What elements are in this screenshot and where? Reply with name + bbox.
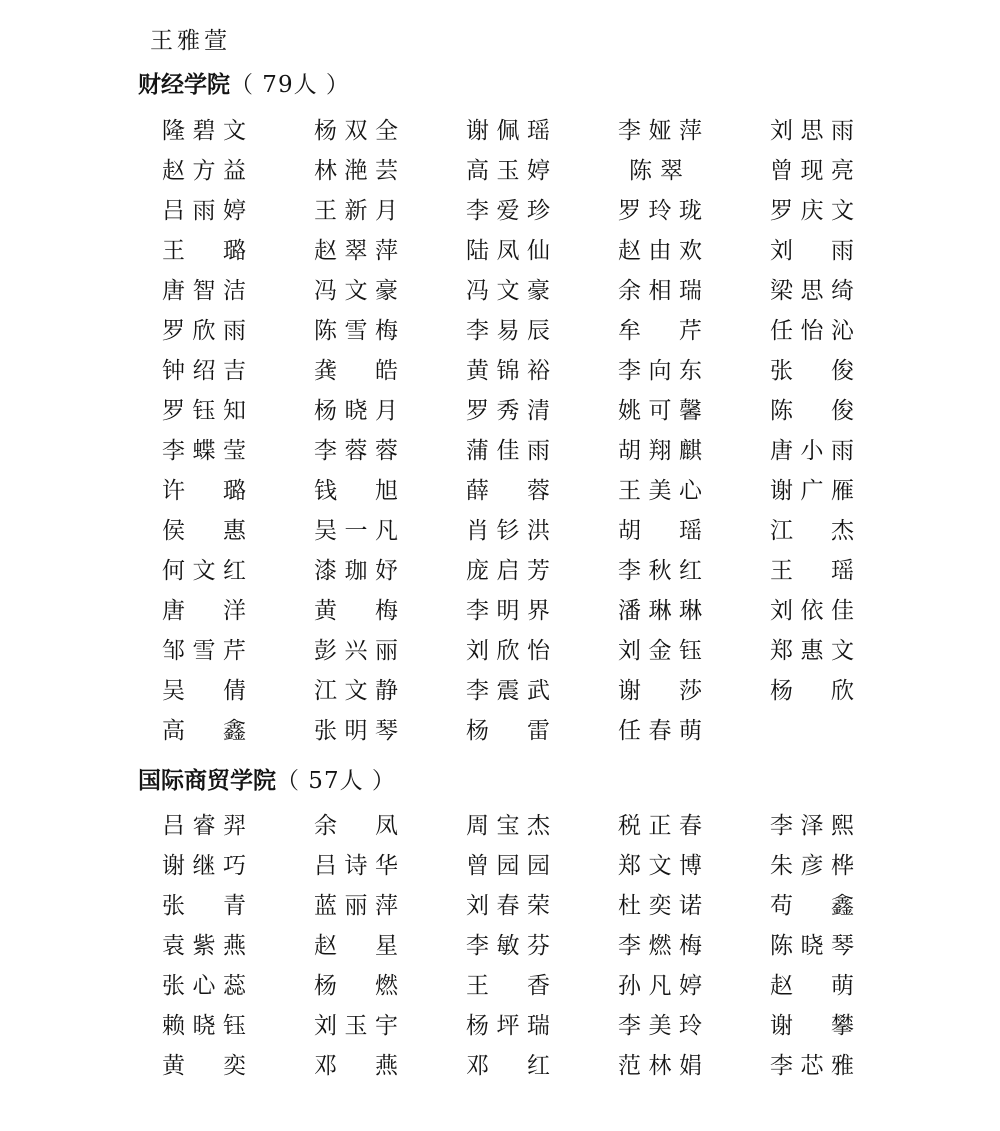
person-name: 余 相 瑞 [618, 278, 702, 304]
name-cell [162, 351, 314, 391]
person-name: 庞 启 芳 [466, 558, 550, 584]
name-cell [770, 431, 922, 471]
name-cell [162, 311, 314, 351]
name-cell [162, 191, 314, 231]
name-cell [770, 926, 922, 966]
name-cell [162, 1046, 314, 1086]
person-name: 高 玉 婷 [466, 158, 550, 184]
person-name: 李 泽 熙 [770, 813, 854, 839]
person-name: 罗 庆 文 [770, 198, 854, 224]
name-cell [314, 471, 466, 511]
name-cell [162, 271, 314, 311]
name-cell [162, 231, 314, 271]
section-title-trade [138, 762, 396, 795]
person-name: 郑 文 博 [618, 853, 702, 879]
name-cell [618, 711, 770, 751]
person-name: 谢 佩 瑶 [466, 118, 550, 144]
name-cell [466, 671, 618, 711]
name-cell [770, 191, 922, 231]
name-cell [314, 311, 466, 351]
name-cell [770, 846, 922, 886]
name-cell [466, 846, 618, 886]
person-name: 唐 智 洁 [162, 278, 246, 304]
name-cell [770, 671, 922, 711]
person-name: 刘 依 佳 [770, 598, 854, 624]
person-name: 黄 锦 裕 [466, 358, 550, 384]
name-cell [466, 551, 618, 591]
person-name: 李 易 辰 [466, 318, 550, 344]
person-name: 罗 欣 雨 [162, 318, 246, 344]
person-name: 江 杰 [770, 518, 854, 544]
name-cell [770, 631, 922, 671]
person-name: 龚 皓 [314, 358, 398, 384]
name-cell [162, 551, 314, 591]
name-cell [770, 806, 922, 846]
person-name: 李 蓉 蓉 [314, 438, 398, 464]
person-name: 潘 琳 琳 [618, 598, 702, 624]
name-cell [770, 1006, 922, 1046]
person-name: 牟 芹 [618, 318, 702, 344]
person-name: 钱 旭 [314, 478, 398, 504]
name-cell [314, 966, 466, 1006]
person-name: 薛 蓉 [466, 478, 550, 504]
person-name: 范 林 娟 [618, 1053, 702, 1079]
name-cell [314, 711, 466, 751]
person-name: 黄 奕 [162, 1053, 246, 1079]
name-cell [162, 631, 314, 671]
person-name: 杨 坪 瑞 [466, 1013, 550, 1039]
person-name: 蓝 丽 萍 [314, 893, 398, 919]
person-name: 江 文 静 [314, 678, 398, 704]
section-count: （ 79人 ） [230, 72, 350, 98]
person-name: 赵 萌 [770, 973, 854, 999]
name-cell [162, 431, 314, 471]
person-name: 李 美 玲 [618, 1013, 702, 1039]
name-cell [618, 511, 770, 551]
person-name: 梁 思 绮 [770, 278, 854, 304]
name-cell [314, 391, 466, 431]
person-name: 王 香 [466, 973, 550, 999]
person-name: 税 正 春 [618, 813, 702, 839]
name-cell [618, 231, 770, 271]
name-cell [770, 1046, 922, 1086]
person-name: 赵 星 [314, 933, 398, 959]
person-name: 赵 方 益 [162, 158, 246, 184]
name-cell [466, 806, 618, 846]
person-name: 曾 园 园 [466, 853, 550, 879]
name-cell [314, 671, 466, 711]
person-name: 林 滟 芸 [314, 158, 398, 184]
person-name: 李 明 界 [466, 598, 550, 624]
person-name: 李 向 东 [618, 358, 702, 384]
name-cell [314, 111, 466, 151]
person-name: 赵 翠 萍 [314, 238, 398, 264]
name-cell [314, 511, 466, 551]
person-name: 杨 欣 [770, 678, 854, 704]
name-cell [162, 966, 314, 1006]
person-name: 李 敏 芬 [466, 933, 550, 959]
person-name: 邹 雪 芹 [162, 638, 246, 664]
name-cell [466, 1046, 618, 1086]
person-name: 隆 碧 文 [162, 118, 246, 144]
name-cell [466, 886, 618, 926]
person-name: 陈翠 [629, 158, 691, 184]
person-name: 张 明 琴 [314, 718, 398, 744]
person-name: 袁 紫 燕 [162, 933, 246, 959]
person-name: 谢 莎 [618, 678, 702, 704]
person-name: 王 瑶 [770, 558, 854, 584]
name-cell [314, 431, 466, 471]
person-name: 吕 睿 羿 [162, 813, 246, 839]
person-name: 周 宝 杰 [466, 813, 550, 839]
name-cell [618, 926, 770, 966]
person-name: 胡 翔 麒 [618, 438, 702, 464]
name-cell [466, 351, 618, 391]
name-cell [770, 966, 922, 1006]
name-cell [466, 151, 618, 191]
name-cell [618, 111, 770, 151]
person-name: 刘 思 雨 [770, 118, 854, 144]
name-cell [618, 391, 770, 431]
person-name: 吕 诗 华 [314, 853, 398, 879]
section-title-finance [138, 66, 350, 99]
person-name: 钟 绍 吉 [162, 358, 246, 384]
person-name: 李 娅 萍 [618, 118, 702, 144]
name-cell [162, 511, 314, 551]
name-cell [770, 231, 922, 271]
person-name: 郑 惠 文 [770, 638, 854, 664]
person-name: 朱 彦 桦 [770, 853, 854, 879]
name-cell [314, 1006, 466, 1046]
name-cell [314, 231, 466, 271]
name-cell [770, 886, 922, 926]
person-name: 谢 继 巧 [162, 853, 246, 879]
person-name: 唐 洋 [162, 598, 246, 624]
person-name: 谢 攀 [770, 1013, 854, 1039]
person-name: 余 凤 [314, 813, 398, 839]
name-cell [314, 806, 466, 846]
name-cell [466, 431, 618, 471]
person-name: 吴 倩 [162, 678, 246, 704]
name-cell [770, 391, 922, 431]
name-cell [466, 231, 618, 271]
name-cell [314, 551, 466, 591]
person-name: 高 鑫 [162, 718, 246, 744]
person-name: 赖 晓 钰 [162, 1013, 246, 1039]
person-name: 冯 文 豪 [466, 278, 550, 304]
name-cell [162, 391, 314, 431]
person-name: 侯 惠 [162, 518, 246, 544]
person-name: 罗 钰 知 [162, 398, 246, 424]
name-cell [770, 311, 922, 351]
section-name: 国际商贸学院 [138, 767, 276, 794]
name-cell [314, 846, 466, 886]
name-cell [618, 271, 770, 311]
name-cell [618, 1006, 770, 1046]
name-cell [466, 711, 618, 751]
name-cell [618, 151, 770, 191]
name-cell [466, 311, 618, 351]
person-name: 蒲 佳 雨 [466, 438, 550, 464]
person-name: 陈 晓 琴 [770, 933, 854, 959]
person-name: 何 文 红 [162, 558, 246, 584]
name-cell [314, 151, 466, 191]
person-name: 杜 奕 诺 [618, 893, 702, 919]
person-name: 孙 凡 婷 [618, 973, 702, 999]
name-cell [618, 886, 770, 926]
person-name: 陈 雪 梅 [314, 318, 398, 344]
section-name: 财经学院 [138, 71, 230, 98]
name-cell [162, 711, 314, 751]
person-name: 彭 兴 丽 [314, 638, 398, 664]
name-cell [466, 926, 618, 966]
name-cell [314, 191, 466, 231]
name-cell [314, 1046, 466, 1086]
person-name: 邓 红 [466, 1053, 550, 1079]
name-cell [162, 591, 314, 631]
name-cell [314, 631, 466, 671]
name-cell [314, 271, 466, 311]
name-cell [466, 966, 618, 1006]
person-name: 肖 钐 洪 [466, 518, 550, 544]
name-cell [162, 671, 314, 711]
name-cell [466, 191, 618, 231]
name-cell [618, 846, 770, 886]
name-cell [162, 1006, 314, 1046]
name-cell [162, 846, 314, 886]
section-count: （ 57人 ） [276, 768, 396, 794]
name-cell [162, 926, 314, 966]
person-name: 赵 由 欢 [618, 238, 702, 264]
name-cell [162, 471, 314, 511]
name-cell [770, 111, 922, 151]
name-cell [618, 431, 770, 471]
person-name: 李 芯 雅 [770, 1053, 854, 1079]
name-cell [770, 351, 922, 391]
person-name: 刘 玉 宇 [314, 1013, 398, 1039]
name-cell [618, 551, 770, 591]
person-name: 刘 春 荣 [466, 893, 550, 919]
name-cell [466, 591, 618, 631]
person-name: 李 燃 梅 [618, 933, 702, 959]
person-name: 李 秋 红 [618, 558, 702, 584]
person-name: 杨 燃 [314, 973, 398, 999]
person-name: 漆 珈 妤 [314, 558, 398, 584]
name-cell [618, 351, 770, 391]
name-cell [466, 391, 618, 431]
name-cell [618, 1046, 770, 1086]
person-name: 刘 金 钰 [618, 638, 702, 664]
person-name: 姚 可 馨 [618, 398, 702, 424]
person-name: 杨 晓 月 [314, 398, 398, 424]
name-cell [314, 351, 466, 391]
name-cell [770, 591, 922, 631]
name-cell [162, 151, 314, 191]
header-name: 王雅萱 [150, 28, 231, 54]
name-cell [466, 111, 618, 151]
name-cell [162, 886, 314, 926]
person-name: 李 震 武 [466, 678, 550, 704]
name-cell [618, 191, 770, 231]
name-cell [770, 151, 922, 191]
person-name: 刘 欣 怡 [466, 638, 550, 664]
name-cell [162, 806, 314, 846]
name-cell [618, 966, 770, 1006]
name-cell [770, 471, 922, 511]
person-name: 李 爱 珍 [466, 198, 550, 224]
person-name: 谢 广 雁 [770, 478, 854, 504]
person-name: 冯 文 豪 [314, 278, 398, 304]
name-grid-trade [162, 806, 922, 1086]
person-name: 杨 雷 [466, 718, 550, 744]
person-name: 王 新 月 [314, 198, 398, 224]
person-name: 吕 雨 婷 [162, 198, 246, 224]
name-cell [618, 631, 770, 671]
person-name: 吴 一 凡 [314, 518, 398, 544]
name-cell [466, 1006, 618, 1046]
person-name: 苟 鑫 [770, 893, 854, 919]
person-name: 张 心 蕊 [162, 973, 246, 999]
name-cell [466, 271, 618, 311]
name-cell [770, 551, 922, 591]
name-cell [162, 111, 314, 151]
person-name: 杨 双 全 [314, 118, 398, 144]
name-cell [618, 671, 770, 711]
name-cell [618, 311, 770, 351]
person-name: 刘 雨 [770, 238, 854, 264]
name-cell [314, 926, 466, 966]
person-name: 陆 凤 仙 [466, 238, 550, 264]
name-grid-finance [162, 111, 922, 751]
name-cell [466, 511, 618, 551]
name-cell [466, 631, 618, 671]
person-name: 许 璐 [162, 478, 246, 504]
name-cell [770, 511, 922, 551]
name-cell [314, 886, 466, 926]
name-cell [618, 591, 770, 631]
person-name: 张 青 [162, 893, 246, 919]
person-name: 王 美 心 [618, 478, 702, 504]
name-cell [466, 471, 618, 511]
person-name: 张 俊 [770, 358, 854, 384]
person-name: 罗 玲 珑 [618, 198, 702, 224]
person-name: 任 怡 沁 [770, 318, 854, 344]
person-name: 曾 现 亮 [770, 158, 854, 184]
person-name: 胡 瑶 [618, 518, 702, 544]
person-name: 唐 小 雨 [770, 438, 854, 464]
name-cell [770, 271, 922, 311]
person-name: 邓 燕 [314, 1053, 398, 1079]
person-name: 李 蝶 莹 [162, 438, 246, 464]
name-cell [618, 471, 770, 511]
person-name: 罗 秀 清 [466, 398, 550, 424]
person-name: 陈 俊 [770, 398, 854, 424]
person-name: 任 春 萌 [618, 718, 702, 744]
person-name: 王 璐 [162, 238, 246, 264]
person-name: 黄 梅 [314, 598, 398, 624]
name-cell [314, 591, 466, 631]
name-cell [618, 806, 770, 846]
